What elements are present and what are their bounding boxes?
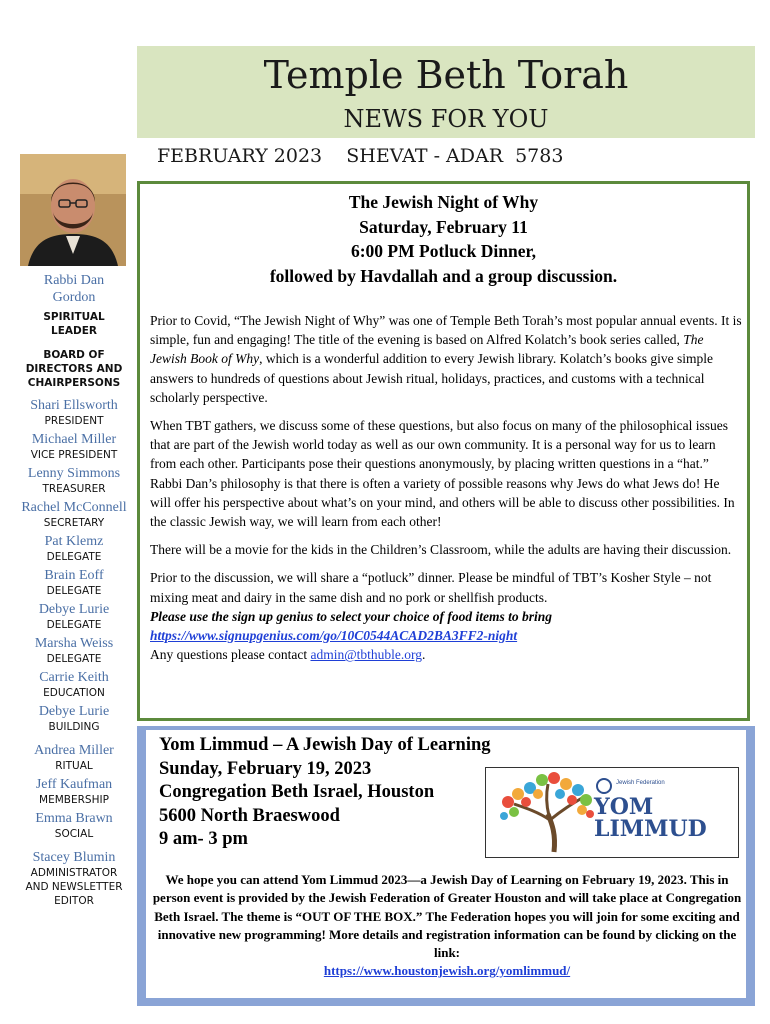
board-member-name: Stacey Blumin: [32, 850, 116, 865]
yom-limmud-title-line: Sunday, February 19, 2023: [159, 758, 372, 779]
board-member-name: Shari Ellsworth: [30, 398, 118, 413]
event-title: [137, 190, 750, 288]
contact-end: .: [422, 647, 426, 663]
board-member-name: Michael Miller: [31, 432, 117, 447]
board-member-role: SOCIAL: [54, 828, 94, 840]
board-member-role: RITUAL: [55, 760, 93, 772]
contact-text: Any questions please contact: [150, 647, 311, 663]
board-member-name: Debye Lurie: [38, 602, 110, 617]
board-member-role: MEMBERSHIP: [39, 794, 109, 806]
board-member-name: Jeff Kaufman: [35, 777, 113, 792]
event-title-line: followed by Havdallah and a group discussion.: [269, 265, 618, 286]
board-member-role: BUILDING: [48, 721, 100, 733]
board-heading: BOARD OF DIRECTORS AND CHAIRPERSONS: [25, 349, 123, 389]
board-member-name: Andrea Miller: [34, 743, 114, 758]
paragraph: When TBT gathers, we discuss some of these questions, but also focus on many of the philosophical issues that are part of the Jewish world today as well as our own community. It is a personal way for us to learn from each other. Participants pose their questions anonymously, by placing written questions in a “hat.” Rabbi Dan’s philosophy is that there is often a variety of possible reasons why Jews do what Jews do! He will offer his perspective about what’s on your mind, and others will be able to discuss other possibilities. In the classic Jewish way, we will learn from each other!: [150, 418, 735, 530]
newsletter-title: Temple Beth Torah: [263, 53, 629, 97]
issue-date-line: FEBRUARY 2023 SHEVAT - ADAR 5783: [157, 145, 564, 167]
board-member-role: DELEGATE: [46, 585, 102, 597]
contact-email-link[interactable]: admin@tbthuble.org: [310, 647, 423, 663]
federation-logo-text: Jewish Federation: [616, 780, 665, 786]
board-member-role: ADMINISTRATOR AND NEWSLETTER EDITOR: [25, 867, 123, 907]
yom-limmud-link[interactable]: https://www.houstonjewish.org/yomlimmud/: [323, 963, 571, 979]
board-member-list: [16, 397, 132, 908]
yom-limmud-body: [152, 871, 742, 981]
rabbi-role: SPIRITUAL LEADER: [43, 311, 105, 337]
paragraph: [150, 311, 742, 407]
sidebar-directory: [16, 272, 132, 908]
board-member-role: TREASURER: [42, 483, 106, 495]
board-member-role: SECRETARY: [43, 517, 105, 529]
board-member-role: DELEGATE: [46, 653, 102, 665]
yom-limmud-logo: [485, 767, 739, 858]
board-member-role: DELEGATE: [46, 551, 102, 563]
board-member-name: Lenny Simmons: [27, 466, 121, 481]
board-member-role: DELEGATE: [46, 619, 102, 631]
board-member-name: Carrie Keith: [39, 670, 109, 685]
board-member-name: Debye Lurie: [38, 704, 110, 719]
yom-limmud-title: [159, 734, 491, 852]
board-member-name: Rachel McConnell: [21, 500, 127, 515]
board-member-name: Pat Klemz: [44, 534, 104, 549]
paragraph-text: Prior to Covid, “The Jewish Night of Why” was one of Temple Beth Torah’s most popular annual events. It is simple, fun and engaging! The title of the evening is based on Alfred Kolatch’s book series called,: [150, 313, 742, 348]
board-member-role: PRESIDENT: [44, 415, 104, 427]
event-title-line: Saturday, February 11: [359, 216, 528, 237]
logo-limmud: LIMMUD: [594, 816, 707, 842]
event-title-line: 6:00 PM Potluck Dinner,: [350, 241, 537, 261]
yom-limmud-title-line: Congregation Beth Israel, Houston: [159, 782, 435, 802]
signup-genius-link[interactable]: https://www.signupgenius.com/go/10C0544ACAD2BA3FF2-night: [150, 628, 518, 644]
board-member-name: Emma Brawn: [35, 811, 113, 826]
rabbi-name: Rabbi Dan Gordon: [43, 273, 105, 305]
paragraph-text: Prior to the discussion, we will share a “potluck” dinner. Please be mindful of TBT’s Kosher Style – not mixing meat and dairy in the same dish and no pork or shellfish products.: [150, 570, 712, 605]
board-member-role: VICE PRESIDENT: [30, 449, 118, 461]
yom-limmud-title-line: Yom Limmud – A Jewish Day of Learning: [159, 735, 491, 755]
paragraph: There will be a movie for the kids in the Children’s Classroom, while the adults are having their discussion.: [150, 542, 732, 558]
paragraph: [150, 568, 742, 664]
rabbi-photo: [20, 154, 126, 266]
event-title-line: The Jewish Night of Why: [348, 192, 539, 212]
board-member-role: EDUCATION: [43, 687, 105, 699]
board-member-name: Marsha Weiss: [34, 636, 114, 651]
yom-limmud-description: We hope you can attend Yom Limmud 2023—a Jewish Day of Learning on February 19, 2023. This in person event is provided by the Jewish Federation of Greater Houston and will take place at Congregation Beth Israel. The theme is “OUT OF THE BOX.” The Federation hopes you will join for some exciting and innovative new programming! More details and registration information can be found by clicking on the link:: [152, 872, 742, 961]
paragraph-text: , which is a wonderful addition to every Jewish library. Kolatch’s books give simple answers to hundreds of questions about Jewish ritual, holidays, practices, and customs with a technical scholarly perspective.: [150, 351, 714, 405]
event-body: [150, 311, 742, 664]
board-member-name: Brain Eoff: [44, 568, 104, 583]
logo-yom: YOM: [594, 794, 654, 820]
signup-instruction: Please use the sign up genius to select your choice of food items to bring: [150, 608, 552, 624]
yom-limmud-title-line: 9 am- 3 pm: [159, 829, 248, 849]
newsletter-subtitle: NEWS FOR YOU: [343, 105, 549, 133]
book-title: The Jewish Book of Why: [150, 332, 704, 367]
yom-limmud-title-line: 5600 North Braeswood: [159, 805, 340, 826]
